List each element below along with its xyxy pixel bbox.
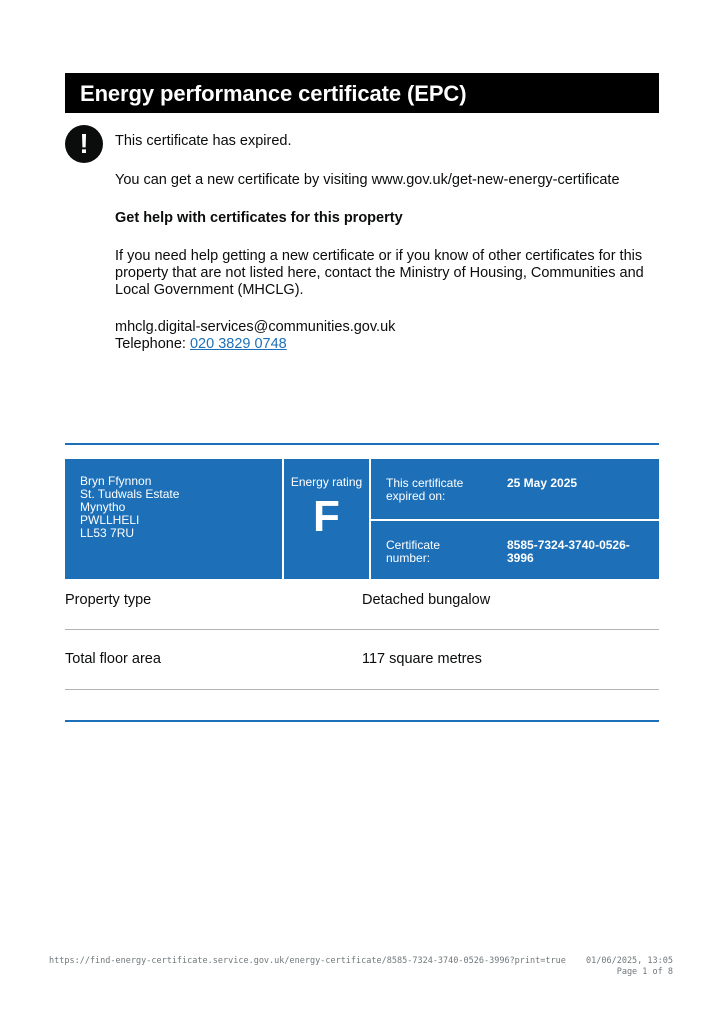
row-divider (65, 629, 659, 630)
footer-meta (586, 956, 673, 978)
help-heading: Get help with certificates for this property (115, 210, 403, 226)
exclamation-icon: ! (65, 125, 103, 163)
property-type-label: Property type (65, 592, 152, 608)
telephone-label: Telephone: (115, 336, 190, 352)
new-certificate-text: You can get a new certificate by visiting www.gov.uk/get-new-energy-certificate (115, 172, 620, 188)
contact-telephone (115, 336, 660, 353)
property-type-value: Detached bungalow (362, 592, 491, 608)
address-line: Mynytho (80, 500, 126, 514)
address-line: LL53 7RU (80, 526, 135, 540)
footer-page-number: Page 1 of 8 (616, 967, 673, 977)
certificate-number-block (371, 521, 659, 579)
floor-area-label: Total floor area (65, 651, 161, 667)
footer-url: https://find-energy-certificate.service.gov.uk/energy-certificate/8585-7324-3740-0526-3996?print=true (49, 956, 566, 966)
section-divider-top (65, 443, 659, 445)
expired-notice: This certificate has expired. (115, 133, 292, 149)
certificate-panel (65, 459, 659, 579)
address-line: St. Tudwals Estate (80, 487, 180, 501)
expiry-date: 25 May 2025 (507, 476, 578, 490)
page-title: Energy performance certificate (EPC) (65, 73, 659, 113)
certificate-number: 8585-7324-3740-0526-3996 (507, 538, 630, 565)
expiry-label: This certificate expired on: (386, 476, 464, 503)
section-divider-bottom (65, 720, 659, 722)
expiry-block (371, 459, 659, 519)
energy-rating-block (284, 459, 369, 579)
certificate-number-label: Certificate number: (386, 538, 441, 565)
address-block (65, 459, 282, 579)
help-text: If you need help getting a new certificate or if you know of other certificates for this property that are not listed here, contact the Ministry of Housing, Communities and Local Government (MHCLG). (115, 248, 644, 298)
floor-area-value: 117 square metres (362, 651, 482, 667)
contact-email: mhclg.digital-services@communities.gov.uk (115, 319, 396, 335)
address-line: PWLLHELI (80, 513, 140, 527)
energy-rating-label: Energy rating (290, 475, 363, 489)
row-divider (65, 689, 659, 690)
footer-datetime: 01/06/2025, 13:05 (586, 956, 673, 966)
address-line: Bryn Ffynnon (80, 474, 152, 488)
telephone-link[interactable]: 020 3829 0748 (189, 336, 287, 352)
energy-rating-letter: F (313, 492, 340, 541)
